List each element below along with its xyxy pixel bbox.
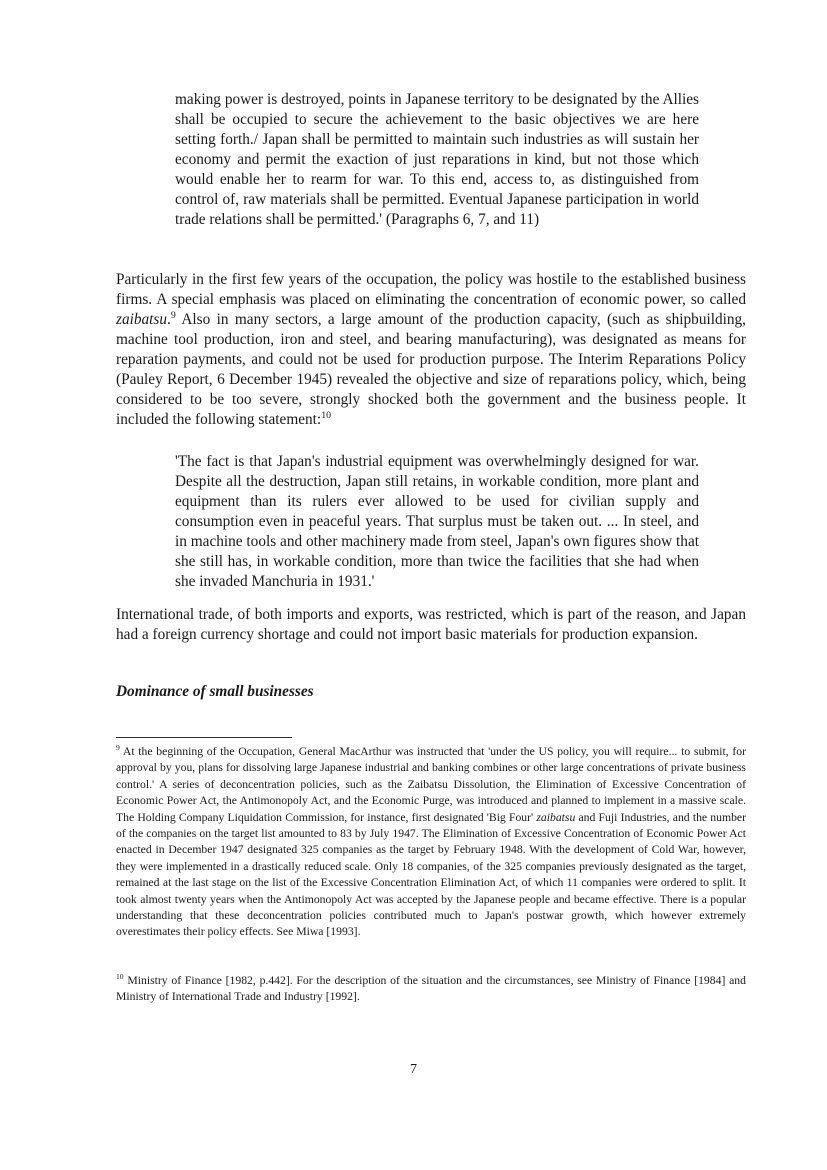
footnote-10 [116, 973, 746, 1006]
footnote-ref[interactable]: 9 [170, 309, 176, 321]
body-paragraph-trade [116, 605, 746, 645]
italic-term: zaibatsu [536, 810, 576, 824]
paragraph-text: Also in many sectors, a large amount of the production capacity, (such as shipbuilding, machine tool production, iron and steel, and bearing manufacturing), was designated as means for reparation payments, and could not be used for production purpose. The Interim Reparations Policy (Pauley Report, 6 December 1945) revealed the objective and size of reparations policy, which, being considered to be too severe, strongly shocked both the government and the business people. It included the following statement: [116, 311, 746, 428]
footnote-number: 10 [116, 972, 124, 982]
paragraph-text: Particularly in the first few years of the occupation, the policy was hostile to the established business firms. A special emphasis was placed on eliminating the concentration of economic power, so called [116, 271, 746, 308]
paragraph-text: . [167, 311, 171, 328]
footnote-text: At the beginning of the Occupation, General MacArthur was instructed that 'under the US policy, you will require... to submit, for approval by you, plans for dissolving large Japanese industrial and banking combines or other large concentrations of private business control.' A series of deconcentration policies, such as the Zaibatsu Dissolution, the Elimination of Excessive Concentration of Economic Power Act, the Antimonopoly Act, and the Economic Purge, was introduced and planned to implement in a massive scale. The Holding Company Liquidation Commission, for instance, first designated 'Big Four' [116, 745, 746, 824]
footnote-text: Ministry of Finance [1982, p.442]. For the description of the situation and the circumstances, see Ministry of Finance [1984] and Ministry of International Trade and Industry [1992]. [116, 974, 746, 1004]
footnote-number: 9 [116, 743, 120, 753]
block-quote-pauley-report [175, 452, 699, 592]
quote-text: making power is destroyed, points in Japanese territory to be designated by the Allies shall be occupied to secure the achievement to the basic objectives we are here setting forth./ Japan shall be permitted to maintain such industries as will sustain her economy and permit the exaction of just reparations in kind, but not those which would enable her to rearm for war. To this end, access to, as distinguished from control of, raw materials shall be permitted. Eventual Japanese participation in world trade relations shall be permitted.' (Paragraphs 6, 7, and 11) [175, 91, 699, 228]
section-heading: Dominance of small businesses [116, 683, 314, 700]
block-quote-allied-policy [175, 90, 699, 230]
footnote-ref[interactable]: 10 [321, 409, 332, 421]
body-paragraph-occupation-policy [116, 270, 746, 430]
quote-text: 'The fact is that Japan's industrial equipment was overwhelmingly designed for war. Despite all the destruction, Japan still retains, in workable condition, more plant and equipment than its rulers ever allowed to be used for civilian supply and consumption even in peaceful years. That surplus must be taken out. ... In steel, and in machine tools and other machinery made from steel, Japan's own figures show that she still has, in workable condition, more than twice the facilities that she had when she invaded Manchuria in 1931.' [175, 453, 699, 590]
page-number: 7 [410, 1062, 417, 1077]
italic-term: zaibatsu [116, 311, 167, 328]
footnote-9 [116, 744, 746, 941]
footnote-text: and Fuji Industries, and the number of the companies on the target list amounted to 83 by July 1947. The Elimination of Excessive Concentration of Economic Power Act enacted in December 1947 designated 325 companies as the target by February 1948. With the development of Cold War, however, they were implemented in a drastically reduced scale. Only 18 companies, of the 325 companies previously designated as the target, remained at the last stage on the list of the Excessive Concentration Elimination Act, of which 11 companies were ordered to split. It took almost twenty years when the Antimonopoly Act was accepted by the Japanese people and became effective. There is a popular understanding that these deconcentration policies contributed much to Japan's postwar growth, which however extremely overestimates their policy effects. See Miwa [1993]. [116, 810, 746, 939]
footnote-divider [116, 737, 292, 738]
paragraph-text: International trade, of both imports and exports, was restricted, which is part of the reason, and Japan had a foreign currency shortage and could not import basic materials for production expansion. [116, 606, 746, 643]
